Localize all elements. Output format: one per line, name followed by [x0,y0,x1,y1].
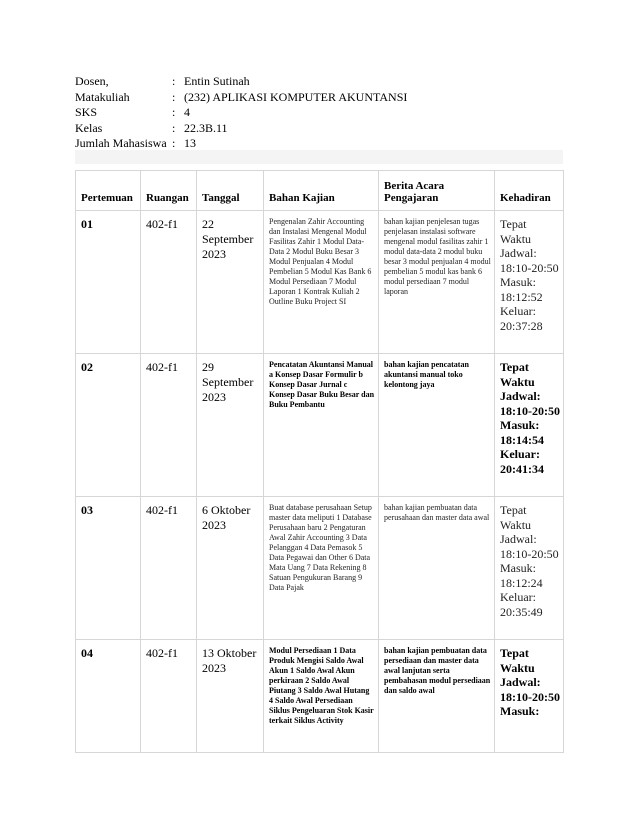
cell-kehadiran: Tepat Waktu Jadwal: 18:10-20:50 Masuk: [495,640,564,753]
info-colon: : [172,74,176,88]
info-value: 22.3B.11 [184,120,228,135]
cell-tanggal: 22 September 2023 [197,211,264,354]
info-label: Kelas [75,120,103,135]
header-pertemuan: Pertemuan [76,171,141,211]
table-header-row [76,171,564,211]
info-row-matakuliah [75,90,407,106]
table-row [76,640,564,753]
cell-berita-acara: bahan kajian pembuatan data persediaan dan master data awal lanjutan serta pembahasan modul persediaan dan saldo awal [379,640,495,753]
cell-ruangan: 402-f1 [141,640,197,753]
header-ruangan: Ruangan [141,171,197,211]
cell-bahan-kajian: Modul Persediaan 1 Data Produk Mengisi Saldo Awal Akun 1 Saldo Awal Akun perkiraan 2 Saldo Awal Piutang 3 Saldo Awal Hutang 4 Saldo Awal Persediaan Siklus Pengeluaran Stok Kasir terkait Siklus Activity [264,640,379,753]
cell-berita-acara: bahan kajian penjelesan tugas penjelasan instalasi software mengenal modul fasilitas zahir 1 modul data-data 2 modul buku besar 3 modul penjualan 4 modul pembelian 5 modul kas bank 6 modul persediaan 7 modul laporan [379,211,495,354]
table-row [76,211,564,354]
info-row-kelas [75,121,407,137]
info-label: SKS [75,105,98,119]
cell-pertemuan: 04 [76,640,141,753]
cell-tanggal: 29 September 2023 [197,354,264,497]
info-colon: : [172,89,176,104]
table-row [76,497,564,640]
cell-pertemuan: 03 [76,497,141,640]
cell-bahan-kajian: Buat database perusahaan Setup master data meliputi 1 Database Perusahaan baru 2 Pengaturan Awal Zahir Accounting 3 Data Pelanggan 4 Data Pemasok 5 Data Pegawai dan Other 6 Data Mata Uang 7 Data Rekening 8 Satuan Pengukuran Barang 9 Data Pajak [264,497,379,640]
info-label: Jumlah Mahasiswa [75,136,167,150]
header-bahan-kajian: Bahan Kajian [264,171,379,211]
info-value: Entin Sutinah [184,74,250,88]
cell-bahan-kajian: Pencatatan Akuntansi Manual a Konsep Dasar Formulir b Konsep Dasar Jurnal c Konsep Dasar Buku Besar dan Buku Pembantu [264,354,379,497]
cell-berita-acara: bahan kajian pembuatan data perusahaan dan master data awal [379,497,495,640]
header-berita-acara: Berita Acara Pengajaran [379,171,495,211]
info-value: 4 [184,105,190,119]
info-label: Dosen, [75,74,109,88]
separator-band [75,150,563,164]
cell-bahan-kajian: Pengenalan Zahir Accounting dan Instalasi Mengenal Modul Fasilitas Zahir 1 Modul Data-Data 2 Modul Buku Besar 3 Modul Penjualan 4 Modul Pembelian 5 Modul Kas Bank 6 Modul Persediaan 7 Modul Laporan 1 Kontrak Kuliah 2 Outline Buku Project SI [264,211,379,354]
info-row-dosen [75,74,407,90]
info-value: 13 [184,136,196,150]
info-colon: : [172,105,176,119]
header-kehadiran: Kehadiran [495,171,564,211]
info-colon: : [172,136,176,150]
cell-berita-acara: bahan kajian pencatatan akuntansi manual toko kelontong jaya [379,354,495,497]
table-row [76,354,564,497]
cell-pertemuan: 01 [76,211,141,354]
cell-pertemuan: 02 [76,354,141,497]
attendance-table [75,170,564,753]
info-label: Matakuliah [75,89,130,104]
cell-tanggal: 13 Oktober 2023 [197,640,264,753]
info-value: (232) APLIKASI KOMPUTER AKUNTANSI [184,89,408,104]
cell-ruangan: 402-f1 [141,354,197,497]
cell-kehadiran: Tepat Waktu Jadwal: 18:10-20:50 Masuk: 18:14:54 Keluar: 20:41:34 [495,354,564,497]
cell-tanggal: 6 Oktober 2023 [197,497,264,640]
cell-kehadiran: Tepat Waktu Jadwal: 18:10-20:50 Masuk: 18:12:24 Keluar: 20:35:49 [495,497,564,640]
header-tanggal: Tanggal [197,171,264,211]
cell-ruangan: 402-f1 [141,211,197,354]
cell-kehadiran: Tepat Waktu Jadwal: 18:10-20:50 Masuk: 18:12:52 Keluar: 20:37:28 [495,211,564,354]
course-info [75,74,407,152]
info-colon: : [172,120,176,135]
info-row-sks [75,105,407,121]
cell-ruangan: 402-f1 [141,497,197,640]
